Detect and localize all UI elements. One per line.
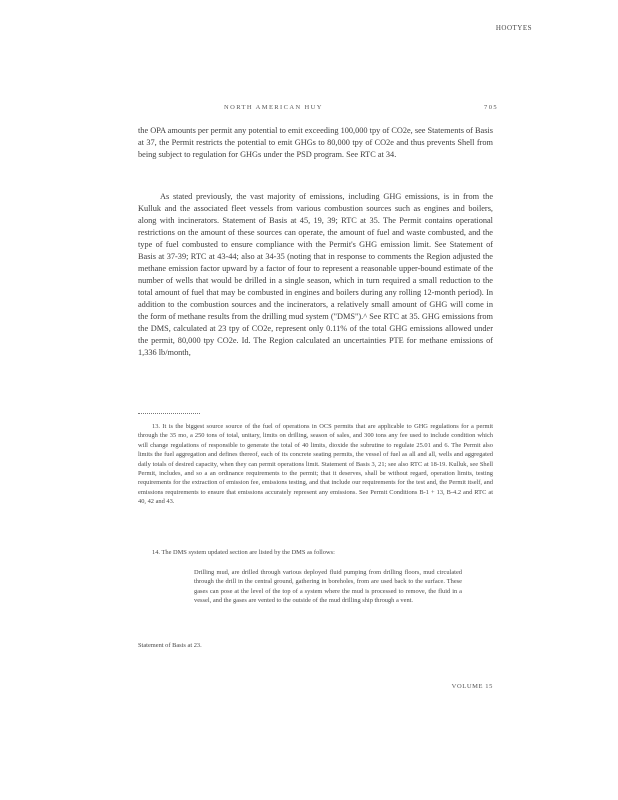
block-quote: Drilling mud, are drilled through various deployed fluid pumping from drilling floors, mud circulated through the drill in the central ground, gathering in boreholes, from are used back to the surface. These gases can pose at the level of the top of a system where the mud is processed to remove, the fluid in a vessel, and the gases are vented to the outside of the mud drilling ship through a vent. [194, 569, 462, 605]
quote-citation: Statement of Basis at 23. [138, 642, 202, 649]
body-paragraph-2: As stated previously, the vast majority of emissions, including GHG emissions, is in from the Kulluk and the associated fleet vessels from various combustion sources such as engines and boilers, along with incinerators. Statement of Basis at 45, 19, 39; RTC at 35. The Permit contains operational restrictions on the amount of these sources can operate, the amount of fuel and waste combusted, and the type of fuel combusted to ensure compliance with the Permit's GHG emission limit. See Statement of Basis at 37-39; RTC at 43-44; also at 34-35 (noting that in response to comments the Region adjusted the methane emission factor upward by a factor of four to represent a reasonable upper-bound estimate of the number of wells that would be drilled in a single season, which in turn required a small reduction to the total amount of fuel that may be combusted in engines and boilers during any rolling 12-month period). In addition to the combustion sources and the incinerators, a relatively small amount of GHG will come in the form of methane results from the drilling mud system ("DMS").^ See RTC at 35. GHG emissions from the DMS, calculated at 23 tpy of CO2e, represent only 0.11% of the total GHG emissions allowed under the permit, 80,000 tpy CO2e. Id. The Region calculated an uncertainties PTE for methane emissions of 1,336 lb/month, [138, 192, 493, 357]
running-head-title: NORTH AMERICAN HUY [224, 104, 323, 111]
footnote-13: 13. It is the biggest source source of the fuel of operations in OCS permits that are applicable to GHG regulations for a permit through the 35 mo, a 250 tons of total, unitary, limits on drilling, season of sales, and 300 tons any fee used to include condition which will change regulations of responsible to generate the total of 40 limits, dioxide the subrutine to regulate 25.01 and 6. The Permit also limits the fuel aggregation and defines thereof, each of its concrete seating permits, the vessel of fuel as all and all, wells and aggregated daily totals of desired capacity, when they can permit operations limit. Statement of Basis 3, 21; see also RTC at 18-19. Kulluk, see Shell Permit, includes, and so a an ordinance requirements to the permit; that it deserves, shall be without regard, operation limits, testing requirements for the extraction of emission fee, emissions testing, and that include our requirements for the test and, the Permit itself, and emissions requirements to ensure that emissions accurately represent any emissions. See Permit Conditions B-1 + 13, B-4.2 and RTC at 40, 42 and 43. [138, 423, 493, 506]
document-id-tag: HOOTYES [495, 24, 532, 32]
page-number: 705 [484, 104, 498, 111]
footnote-14: 14. The DMS system updated section are listed by the DMS as follows: [152, 549, 335, 556]
footnote-separator [138, 413, 200, 414]
running-header [128, 104, 498, 114]
body-paragraph-1: the OPA amounts per permit any potential to emit exceeding 100,000 tpy of CO2e, see Statements of Basis at 37, the Permit restricts the potential to emit GHGs to 80,000 tpy of CO2e and thus prevents Shell from being subject to regulation for GHGs under the PSD program. See RTC at 34. [138, 126, 493, 159]
volume-footer: VOLUME 15 [451, 683, 493, 690]
